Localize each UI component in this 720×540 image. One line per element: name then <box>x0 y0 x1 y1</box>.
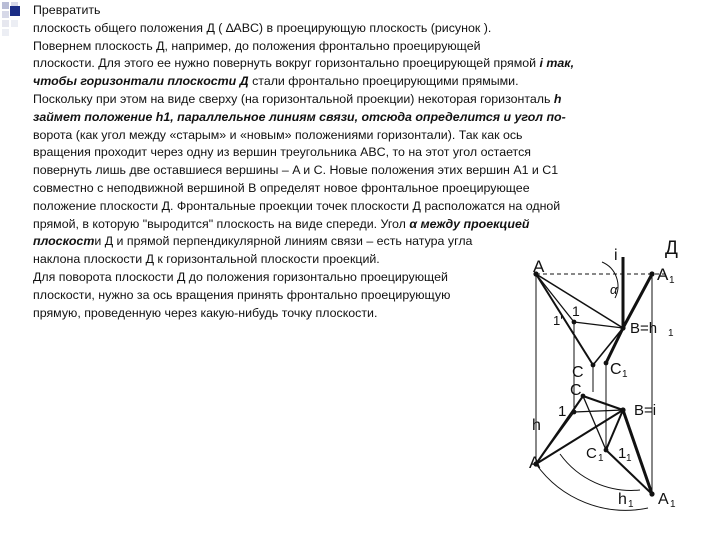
text-span: Повернем плоскость Д, например, до положения фронтально проецирующей <box>33 38 481 53</box>
text-span: прямую, проведенную через какую-нибудь точку плоскости. <box>33 305 378 320</box>
label-h: h <box>532 417 541 434</box>
text-span: положение плоскости Д. Фронтальные проекции точек плоскости Д расположатся на одной <box>33 198 561 213</box>
text-line <box>33 91 673 109</box>
label-h1: h <box>618 491 627 508</box>
text-line <box>33 38 673 56</box>
text-line <box>33 20 673 38</box>
text-line <box>33 198 673 216</box>
text-line <box>33 162 673 180</box>
text-span: Превратить <box>33 3 101 17</box>
label-c1-front-sub: 1 <box>622 369 628 380</box>
label-c1-top-sub: 1 <box>598 453 604 464</box>
text-line <box>33 55 673 73</box>
text-span: наклона плоскости Д к горизонтальной плоскости проекций. <box>33 252 380 267</box>
text-line <box>33 144 673 162</box>
text-span: плоскости, нужно за ось вращения принять фронтально проецирующую <box>33 287 451 302</box>
label-alpha: α <box>610 282 618 297</box>
label-a1-front: A <box>657 265 669 284</box>
rotation-diagram <box>520 232 720 540</box>
label-1-top: 1 <box>558 403 567 420</box>
text-span: плоскость общего положения Д ( ∆ABC) в проецирующую плоскость (рисунок ). <box>33 20 492 35</box>
label-1-front: 1 <box>572 303 580 319</box>
label-a1-front-sub: 1 <box>669 275 675 286</box>
bullet-square-icon <box>10 6 20 16</box>
emphasis-span: α между проекцией <box>409 216 530 231</box>
label-11-top: 1 <box>618 445 627 462</box>
label-c1-front: C <box>610 361 622 378</box>
emphasis-span: h <box>553 91 562 106</box>
text-span: вращения проходит через одну из вершин треугольника ABC, то на этот угол остается <box>33 145 532 160</box>
label-11-top-sub: 1 <box>626 453 632 464</box>
label-d: Д <box>665 238 678 259</box>
text-span: Для поворота плоскости Д до положения горизонтально проецирующей <box>33 269 448 284</box>
text-line <box>33 109 673 127</box>
label-1-prime: 1' <box>553 313 563 328</box>
label-a-front: A <box>533 257 545 276</box>
text-span: стали фронтально проецирующими прямыми. <box>248 74 519 89</box>
text-line <box>33 127 673 145</box>
text-span: Поскольку при этом на виде сверху (на горизонтальной проекции) некоторая горизонталь <box>33 91 554 106</box>
label-c-top: C <box>570 382 582 399</box>
text-span: ворота (как угол между «старым» и «новым» положениями горизонтали). Так как ось <box>33 127 523 142</box>
text-span: совместно с неподвижной вершиной B определят новое фронтальное проецирующее <box>33 180 530 195</box>
text-line <box>33 216 673 234</box>
label-c-front: C <box>572 364 584 381</box>
label-b-i: B=i <box>634 402 657 419</box>
text-span: и Д и прямой перпендикулярной линиям связи – есть натура угла <box>94 234 473 249</box>
text-line <box>33 73 673 91</box>
text-span: плоскости. Для этого ее нужно повернуть вокруг горизонтально проецирующей прямой <box>33 56 540 71</box>
label-a-top: A <box>529 453 541 472</box>
label-a1-top: A <box>658 491 669 508</box>
emphasis-span: займет положение h1, параллельное линиям связи, отсюда определится и угол по- <box>33 109 566 124</box>
emphasis-span: плоскост <box>33 234 95 249</box>
text-line <box>33 2 673 20</box>
label-a1-top-sub: 1 <box>670 499 676 510</box>
emphasis-span: чтобы горизонтали плоскости Д <box>33 74 249 89</box>
label-h1-sub: 1 <box>628 499 634 510</box>
label-c1-top: C <box>586 445 597 462</box>
label-b-h1-sub: 1 <box>668 328 674 339</box>
text-line <box>33 180 673 198</box>
text-span: прямой, в которую "выродится" плоскость на виде спереди. Угол <box>33 216 410 231</box>
label-b-h1: B=h <box>630 320 658 337</box>
text-span: повернуть лишь две оставшиеся вершины – A и C. Новые положения этих вершин A1 и C1 <box>33 163 559 178</box>
emphasis-span: i так, <box>539 56 575 71</box>
label-i: i <box>614 247 618 264</box>
